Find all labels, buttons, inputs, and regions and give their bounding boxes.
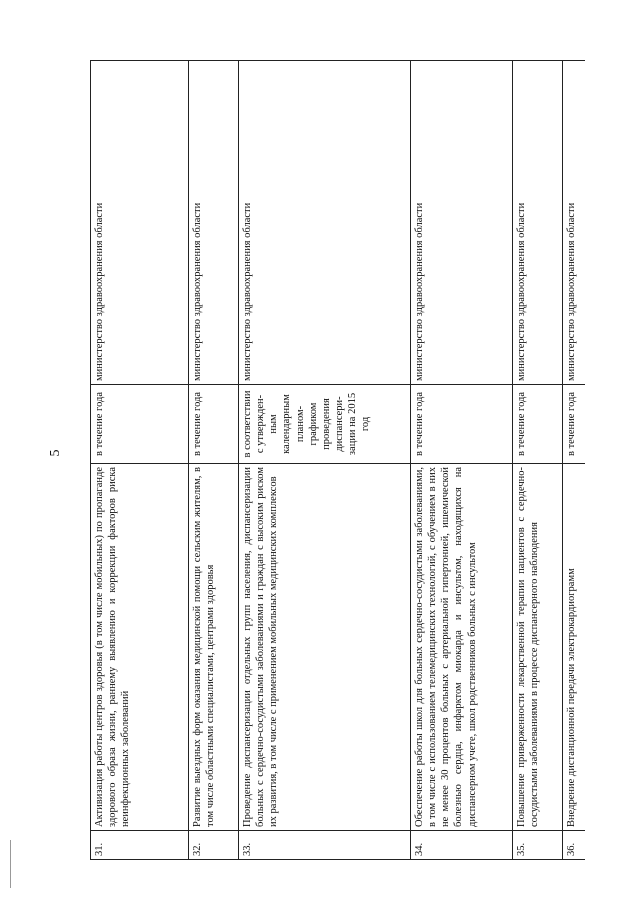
responsible-cell: министерство здравоохранения области [411,61,513,385]
term-cell: в соответствии с утвержден-ным календарным планом-графиком проведения диспансери-зации на 2015 год [239,385,411,464]
row-number: 32. [189,831,239,860]
row-number: 36. [563,831,586,860]
table-row [91,61,189,860]
activity-cell: Активизация работы центров здоровья (в том числе мобильных) по пропаганде здорового образа жизни, раннему выявлению и коррекции факторов риска неинфекционных заболеваний [91,464,189,831]
activity-cell: Повышение приверженности лекарственной терапии пациентов с сердечно-сосудистыми заболеваниями в процессе диспансерного наблюдения [513,464,563,831]
responsible-cell: министерство здравоохранения области [239,61,411,385]
table-row [239,61,411,860]
term-cell: в течение года [91,385,189,464]
term-cell: в течение года [563,385,586,464]
activity-cell: Развитие выездных форм оказания медицинской помощи сельским жителям, в том числе областными специалистами, центрами здоровья [189,464,239,831]
responsible-cell: министерство здравоохранения области [513,61,563,385]
table-row [411,61,513,860]
page-number: 5 [48,449,63,457]
row-number: 31. [91,831,189,860]
term-cell: в течение года [411,385,513,464]
table-row [563,61,586,860]
scan-edge-mark [10,840,11,888]
responsible-cell: министерство здравоохранения области [91,61,189,385]
activity-cell: Обеспечение работы школ для больных сердечно-сосудистыми заболеваниями, в том числе с использованием телемедицинских технологий, с обучением в них не менее 30 процентов больных с артериальной гипертонией, ишемической болезнью сердца, инфарктом миокарда и инсультом, находящихся на диспансерном учете, школ родственников больных с инсультом [411,464,513,831]
responsible-cell: министерство здравоохранения области [563,61,586,385]
term-cell: в течение года [513,385,563,464]
responsible-cell: министерство здравоохранения области [189,61,239,385]
table-row [189,61,239,860]
action-plan-table [90,60,585,860]
row-number: 35. [513,831,563,860]
activity-cell: Внедрение дистанционной передачи электрокардиограмм [563,464,586,831]
rotated-table-container [90,60,585,860]
activity-cell: Проведение диспансеризации отдельных групп населения, диспансеризации больных с сердечно-сосудистыми заболеваниями и граждан с высоким риском их развития, в том числе с применением мобильных медицинских комплексов [239,464,411,831]
row-number: 34. [411,831,513,860]
term-cell: в течение года [189,385,239,464]
table-row [513,61,563,860]
table-viewport [90,60,585,860]
row-number: 33. [239,831,411,860]
